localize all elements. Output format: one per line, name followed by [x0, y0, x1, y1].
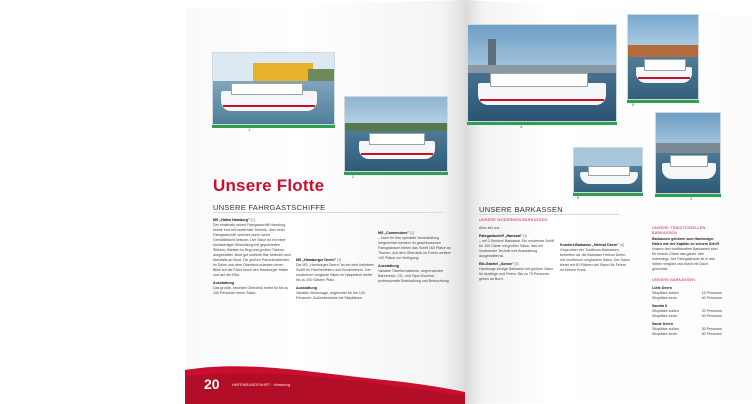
photo-sonne: [627, 14, 699, 100]
photo-hanseat: [467, 24, 617, 122]
subheading: UNSERE MODERNEN BARKASSEN: [479, 218, 548, 222]
ship-name: Fahrgastschiff „Hanseat" [4]: [479, 234, 528, 238]
caption-bar: [467, 122, 617, 125]
ship-name: Komfort-Barkasse „Helmut Deern" [6]: [560, 243, 625, 247]
ship-name: MS „Hamburger Deern" [3]: [296, 258, 342, 262]
body-text: Variable Vereinsage, angrenzter für bis 120 Personen. Außenbereiche mit Sitzplätzen.: [296, 291, 365, 300]
caption-bar: [627, 100, 699, 103]
boat-name: Lütte Deern: [652, 286, 672, 290]
caption-number: 3: [690, 196, 693, 201]
caption-bar: [212, 125, 335, 128]
table-row: Sitzplätze innen 40 Personen: [652, 296, 722, 300]
caption-number: 2: [352, 174, 355, 179]
caption-number: 4: [520, 124, 523, 129]
caption-bar: [344, 172, 448, 175]
sidebar-intro: Barkassen gehören zum Hamburger Hafen wie der Kapitän zu seinem Schiff: [652, 237, 719, 246]
sidebar: [652, 226, 722, 402]
footer-text: HAFENRUNDFAHRT · Hamburg: [232, 382, 291, 387]
page-title: Unsere Flotte: [213, 176, 325, 195]
section-rule: [213, 212, 443, 213]
caption-number: 5: [632, 102, 635, 107]
footer-wave: [185, 350, 465, 404]
table-row: Sitzplätze außen 15 Personen: [652, 291, 722, 295]
sidebar-heading: UNSERE TRADITIONELLEN BARKASSEN: [652, 226, 706, 235]
text-column: [479, 226, 555, 374]
text-column: [213, 215, 291, 365]
page-number: 20: [204, 376, 220, 392]
table-title: UNSERE BARKASSEN: [652, 278, 696, 282]
ship-name: Elb-Gabriel „Sonne" [5]: [479, 262, 519, 266]
text-column: [378, 228, 456, 368]
text-column: [296, 255, 374, 365]
caption-number: 6: [577, 195, 580, 200]
photo-barkasse: [655, 112, 721, 194]
body-text: Der einstmals neuen Fahrgastschiff Hamburg wurde erst mit modernste Technik, über einer Fahrgastschiff, welches durch seine Gemütlichkeit bestoch. Der Salon ist mit einer hochwertigen Bestuhlung mit gepolsterten Stühlen, Bänken im Bug und großen Tischen ausgestattet. Bord gut sortierte Bar befinden sich ebenfalls an Bord. Die großen Panoramafenster im Salon und dem Oberdeck erlauben einen Blick auf die Fahrt durch den Hamburger Hafen und auf der Elbe.: [213, 223, 291, 277]
body-text: – mit 3 Decken! Barkasse. Ein modernes Schiff für 100 Gäste mit großen Salon, das mit modernster Technik und Ausstattung ausgestattet ist.: [479, 239, 555, 258]
section-heading: UNSERE BARKASSEN: [479, 205, 563, 214]
table-row: Sitzplätze innen 40 Personen: [652, 314, 722, 318]
boat-name: Saute Deern: [652, 322, 673, 326]
body-text: – kann für Ihre spezielle Veranstaltung hergerichtet werden! Im geschlossenen Fahrgastraum bieten das Schiff 160 Plätze an Tischen. Auf dem Oberdeck im Freien weitere 140 Plätze zur Verfügung.: [378, 236, 451, 260]
body-text: Unsere drei traditionellen Barkassen sind für unsere Gäste das ganze Jahr unterwegs. Der Fahrgastraum ist in den Seiten verglast und durch ein Dach geschützt.: [652, 247, 718, 271]
boat-table: [652, 286, 722, 337]
table-row: Sitzplätze innen 60 Personen: [652, 332, 722, 336]
subheading: Ausstattung: [213, 281, 234, 285]
body-text: Alles bei uns: [479, 226, 500, 230]
ship-name: MS „Commodore" [2]: [378, 231, 415, 235]
body-text: Gegenüber der Traditions-Barkassen betrieben wir die Barkasse Helmut Deern mit rundherum verglastem Salon. Der Salon bietet mit 60 Plätzen viel Raum für Feiern im kleinen Kreis.: [560, 248, 630, 272]
table-row: Sitzplätze außen 30 Personen: [652, 327, 722, 331]
caption-bar: [655, 194, 721, 197]
body-text: Hamburgs einzige Barkasse mit großem Salon für Ausflüge und Feiern. Bis zu 75 Personen gehen an Bord.: [479, 267, 554, 281]
body-text: Variable Tischformationen, angrenzender Barbereich, CD- und Tape-Doorlink, professionelle Beschallung und Beleuchtung.: [378, 269, 450, 283]
photo-hafen-hamburg: [212, 52, 335, 125]
caption-bar: [573, 193, 643, 196]
body-text: Das großte, besetzte Oberdeck bietet für bis zu 150 Personen einen Salon.: [213, 286, 289, 295]
photo-commodore: [344, 96, 448, 172]
body-text: Die MS „Hamburger Deern" ist ein sehr beliebtes Schiff für Familienfeiern und Kundenfeiern. Der rundherum verglaste Salon im Hauptdeck bietet bis zu 200 Gästen Platz.: [296, 263, 374, 282]
boat-name: Sandra II: [652, 304, 668, 308]
photo-helmut-deern: [573, 147, 643, 193]
subheading: Ausstattung: [378, 264, 399, 268]
section-heading: UNSERE FAHRGASTSCHIFFE: [213, 203, 326, 212]
text-column: [560, 240, 630, 370]
ship-name: MS „Hafen Hamburg" [1]: [213, 218, 255, 222]
section-rule: [479, 214, 619, 215]
subheading: Ausstattung: [296, 286, 317, 290]
caption-number: 1: [248, 127, 251, 132]
table-row: Sitzplätze außen 20 Personen: [652, 309, 722, 313]
